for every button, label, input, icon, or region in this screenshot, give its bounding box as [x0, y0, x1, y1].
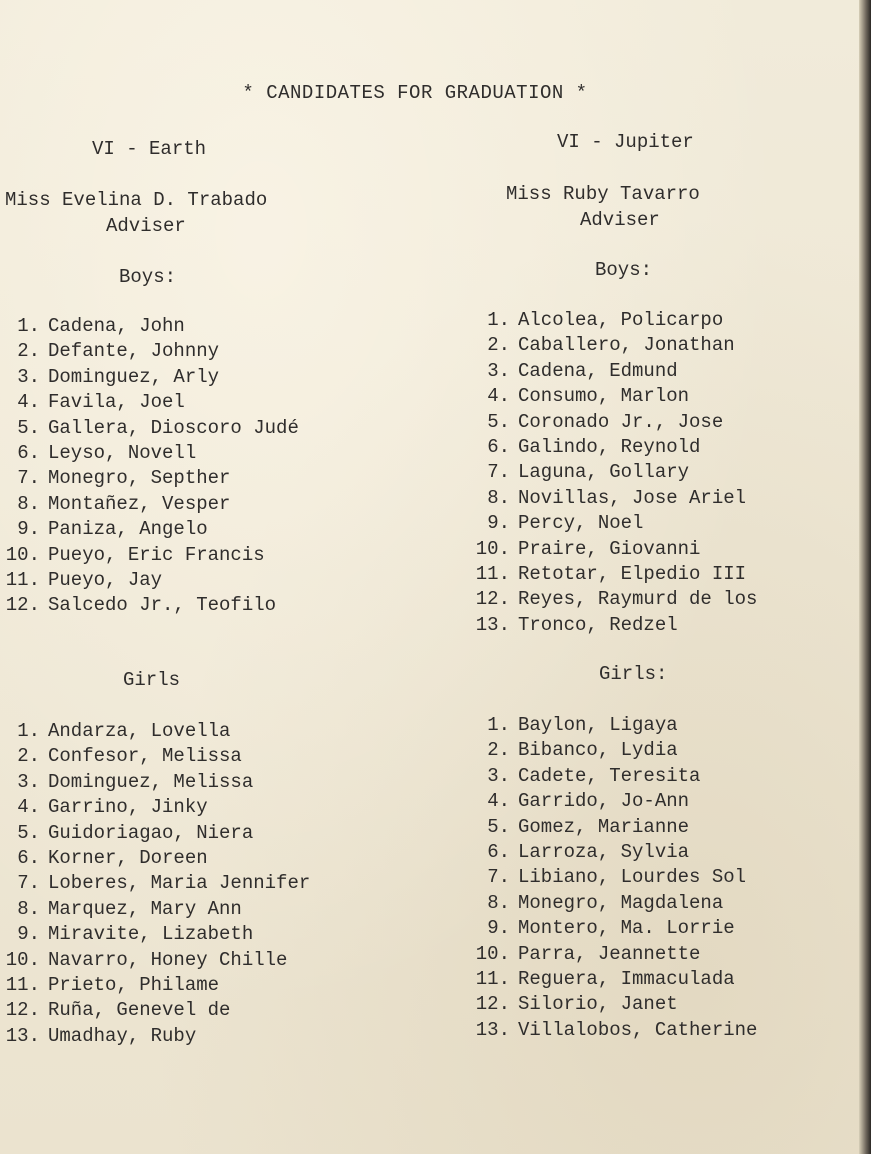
list-item [470, 384, 757, 409]
list-item-number: 6. [487, 840, 510, 863]
list-item [0, 441, 299, 466]
list-item-number: 5. [487, 410, 510, 433]
list-item-number: 10. [475, 537, 510, 560]
list-item-number: 12. [475, 588, 510, 611]
list-item [0, 492, 299, 517]
list-item-number: 3. [487, 359, 510, 382]
list-item-name: Percy, Noel [518, 512, 644, 535]
list-item-name: Libiano, Lourdes Sol [518, 866, 747, 889]
list-item-number: 6. [17, 441, 40, 464]
list-item-number: 11. [5, 973, 40, 996]
list-item-name: Tronco, Redzel [518, 613, 678, 636]
list-item-number: 7. [17, 872, 40, 895]
list-item [0, 795, 310, 820]
list-item-number: 11. [475, 562, 510, 585]
section-jupiter-adviser-label: Adviser [580, 209, 660, 231]
section-jupiter-girls-heading: Girls: [599, 663, 668, 685]
list-item [470, 738, 757, 763]
list-item-name: Bibanco, Lydia [518, 739, 678, 762]
list-item [470, 764, 757, 789]
list-item-name: Pueyo, Jay [48, 568, 163, 591]
list-item [470, 562, 757, 587]
list-item-name: Galindo, Reynold [518, 435, 701, 458]
list-item-number: 7. [487, 461, 510, 484]
list-item [0, 922, 310, 947]
list-item-name: Laguna, Gollary [518, 461, 690, 484]
list-item-name: Miravite, Lizabeth [48, 923, 254, 946]
section-earth-boys-list [0, 314, 299, 619]
list-item [470, 410, 757, 435]
list-item-name: Defante, Johnny [48, 340, 220, 363]
list-item [470, 486, 757, 511]
list-item [0, 770, 310, 795]
section-earth-adviser-label: Adviser [106, 215, 186, 237]
list-item [470, 789, 757, 814]
list-item-number: 2. [17, 340, 40, 363]
list-item [470, 891, 757, 916]
list-item-name: Dominguez, Melissa [48, 770, 254, 793]
list-item [470, 333, 757, 358]
list-item [0, 466, 299, 491]
list-item-name: Caballero, Jonathan [518, 334, 735, 357]
list-item-number: 5. [487, 815, 510, 838]
list-item-number: 13. [475, 613, 510, 636]
list-item-number: 1. [17, 720, 40, 742]
list-item [0, 593, 299, 618]
list-item [0, 365, 299, 390]
list-item-name: Cadete, Teresita [518, 764, 701, 787]
list-item-name: Paniza, Angelo [48, 518, 208, 541]
list-item-name: Umadhay, Ruby [48, 1024, 197, 1047]
list-item-number: 8. [487, 486, 510, 509]
list-item-name: Villalobos, Catherine [518, 1018, 758, 1041]
list-item-number: 9. [487, 917, 510, 940]
list-item [0, 846, 310, 871]
list-item [0, 339, 299, 364]
list-item [470, 460, 757, 485]
list-item-number: 7. [17, 467, 40, 490]
list-item [470, 815, 757, 840]
page-title: * CANDIDATES FOR GRADUATION * [242, 82, 588, 104]
list-item-name: Garrido, Jo-Ann [518, 790, 690, 813]
section-jupiter-girls-list [470, 713, 757, 1043]
list-item-name: Confesor, Melissa [48, 745, 242, 768]
section-earth-girls-list [0, 719, 310, 1049]
list-item [470, 916, 757, 941]
section-jupiter-boys-list [470, 308, 757, 638]
list-item-name: Dominguez, Arly [48, 365, 220, 388]
list-item-name: Salcedo Jr., Teofilo [48, 594, 277, 617]
list-item-name: Gomez, Marianne [518, 815, 690, 838]
list-item [470, 967, 757, 992]
list-item-name: Garrino, Jinky [48, 796, 208, 819]
list-item-number: 1. [487, 309, 510, 331]
list-item [0, 416, 299, 441]
list-item-name: Larroza, Sylvia [518, 840, 690, 863]
list-item-number: 9. [17, 923, 40, 946]
list-item-name: Parra, Jeannette [518, 942, 701, 965]
list-item-name: Praire, Giovanni [518, 537, 701, 560]
list-item-number: 4. [487, 790, 510, 813]
list-item-number: 10. [5, 543, 40, 566]
list-item-name: Leyso, Novell [48, 441, 197, 464]
list-item-name: Reguera, Immaculada [518, 967, 735, 990]
list-item-number: 9. [487, 512, 510, 535]
list-item [0, 973, 310, 998]
list-item-name: Navarro, Honey Chille [48, 948, 288, 971]
list-item-number: 3. [17, 770, 40, 793]
section-earth-boys-heading: Boys: [119, 266, 177, 288]
list-item-name: Cadena, Edmund [518, 359, 678, 382]
list-item [0, 897, 310, 922]
list-item [470, 713, 757, 738]
list-item-number: 8. [487, 891, 510, 914]
list-item-name: Consumo, Marlon [518, 385, 690, 408]
section-earth-adviser-name: Miss Evelina D. Trabado [5, 189, 268, 211]
list-item-name: Guidoriagao, Niera [48, 821, 254, 844]
list-item-number: 12. [5, 594, 40, 617]
list-item-number: 13. [475, 1018, 510, 1041]
list-item-number: 12. [475, 993, 510, 1016]
list-item-number: 4. [17, 796, 40, 819]
list-item [0, 871, 310, 896]
list-item [470, 511, 757, 536]
list-item-name: Monegro, Magdalena [518, 891, 724, 914]
list-item-name: Ruña, Genevel de [48, 999, 231, 1022]
list-item-number: 9. [17, 518, 40, 541]
list-item [470, 308, 757, 333]
list-item [470, 992, 757, 1017]
section-jupiter-adviser-name: Miss Ruby Tavarro [506, 183, 700, 205]
list-item-number: 11. [5, 568, 40, 591]
list-item [0, 1024, 310, 1049]
list-item-name: Silorio, Janet [518, 993, 678, 1016]
list-item [470, 537, 757, 562]
list-item-name: Pueyo, Eric Francis [48, 543, 265, 566]
list-item-name: Retotar, Elpedio III [518, 562, 747, 585]
section-earth-title: VI - Earth [92, 138, 207, 160]
list-item-name: Baylon, Ligaya [518, 714, 678, 736]
list-item-number: 1. [17, 315, 40, 337]
list-item-name: Coronado Jr., Jose [518, 410, 724, 433]
list-item-name: Alcolea, Policarpo [518, 309, 724, 331]
list-item [470, 865, 757, 890]
page-edge-shadow [859, 0, 871, 1154]
list-item-number: 2. [487, 739, 510, 762]
list-item [0, 568, 299, 593]
list-item-number: 7. [487, 866, 510, 889]
list-item-number: 2. [17, 745, 40, 768]
list-item [0, 998, 310, 1023]
section-earth-girls-heading: Girls [123, 669, 181, 691]
list-item-number: 3. [487, 764, 510, 787]
list-item [470, 1018, 757, 1043]
list-item [0, 517, 299, 542]
list-item-number: 5. [17, 416, 40, 439]
list-item-name: Gallera, Dioscoro Judé [48, 416, 299, 439]
list-item-number: 3. [17, 365, 40, 388]
list-item-number: 10. [5, 948, 40, 971]
list-item [0, 719, 310, 744]
list-item-name: Prieto, Philame [48, 973, 220, 996]
list-item [0, 390, 299, 415]
list-item-name: Andarza, Lovella [48, 720, 231, 742]
list-item [0, 821, 310, 846]
list-item-name: Novillas, Jose Ariel [518, 486, 747, 509]
list-item-number: 5. [17, 821, 40, 844]
list-item-name: Montero, Ma. Lorrie [518, 917, 735, 940]
list-item-number: 10. [475, 942, 510, 965]
list-item [0, 543, 299, 568]
list-item-number: 6. [487, 435, 510, 458]
list-item [0, 744, 310, 769]
list-item-name: Reyes, Raymurd de los [518, 588, 758, 611]
list-item [470, 613, 757, 638]
list-item [0, 948, 310, 973]
list-item [0, 314, 299, 339]
list-item [470, 840, 757, 865]
list-item-name: Marquez, Mary Ann [48, 897, 242, 920]
list-item-name: Loberes, Maria Jennifer [48, 872, 311, 895]
list-item-name: Monegro, Septher [48, 467, 231, 490]
list-item-number: 6. [17, 846, 40, 869]
list-item [470, 942, 757, 967]
list-item-name: Montañez, Vesper [48, 492, 231, 515]
list-item-number: 4. [17, 391, 40, 414]
list-item-number: 8. [17, 492, 40, 515]
list-item-name: Favila, Joel [48, 391, 185, 414]
list-item-name: Cadena, John [48, 315, 185, 337]
list-item-name: Korner, Doreen [48, 846, 208, 869]
list-item-number: 4. [487, 385, 510, 408]
list-item-number: 1. [487, 714, 510, 736]
list-item-number: 8. [17, 897, 40, 920]
list-item-number: 13. [5, 1024, 40, 1047]
section-jupiter-title: VI - Jupiter [557, 131, 694, 153]
list-item-number: 12. [5, 999, 40, 1022]
list-item-number: 2. [487, 334, 510, 357]
list-item-number: 11. [475, 967, 510, 990]
section-jupiter-boys-heading: Boys: [595, 259, 653, 281]
list-item [470, 587, 757, 612]
list-item [470, 435, 757, 460]
list-item [470, 359, 757, 384]
